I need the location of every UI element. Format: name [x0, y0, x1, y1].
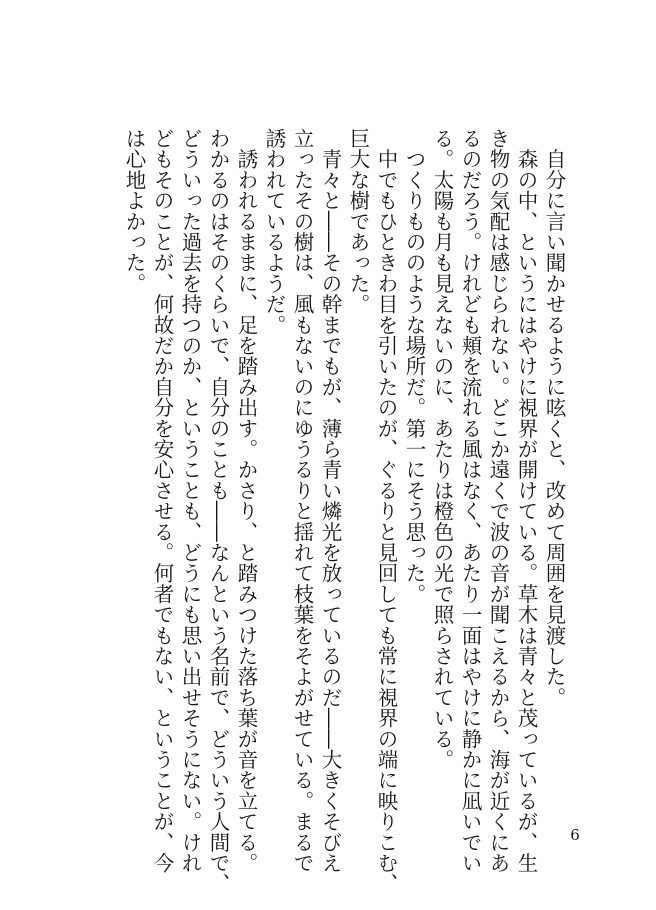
text-line: るのだろう。けれども頬を流れる風はなく、あたり一面はやけに静かに凪いでい [458, 128, 482, 874]
text-line: どういった過去を持つのか、ということも、どうにも思い出せそうにない。けれ [178, 128, 202, 874]
text-line: 巨大な樹であった。 [346, 128, 370, 315]
text-line: 中でもひときわ目を引いたのが、ぐるりと見回しても常に視界の端に映りこむ、 [374, 128, 398, 894]
text-line: つくりもののような場所だ。第一にそう思った。 [402, 128, 426, 605]
vertical-text-body [120, 128, 568, 894]
text-line: どもそのことが、何故だか自分を安心させる。何者でもない、ということが、今 [150, 128, 174, 874]
text-line: 青々と――その幹までもが、薄ら青い燐光を放っているのだ――大きくそびえ [318, 128, 342, 874]
text-line: 誘われているようだ。 [262, 128, 286, 335]
text-line: 誘われるままに、足を踏み出す。かさり、と踏みつけた落ち葉が音を立てる。 [234, 128, 258, 874]
page-number: 6 [570, 826, 580, 844]
text-line: き物の気配は感じられない。どこか遠くで波の音が聞こえるから、海が近くにあ [486, 128, 510, 874]
text-line: 森の中、というにはやけに視界が開けている。草木は青々と茂っているが、生 [514, 128, 538, 874]
text-line: わかるのはそのくらいで、自分のことも――なんという名前で、どういう人間で、 [206, 128, 230, 894]
text-line: 自分に言い聞かせるように呟くと、改めて周囲を見渡した。 [542, 128, 566, 708]
text-line: は心地よかった。 [122, 128, 146, 294]
text-line: 立ったその樹は、風もないのにゆうるりと揺れて枝葉をそよがせている。まるで [290, 128, 314, 874]
text-line: る。太陽も月も見えないのに、あたりは橙色の光で照らされている。 [430, 128, 454, 770]
